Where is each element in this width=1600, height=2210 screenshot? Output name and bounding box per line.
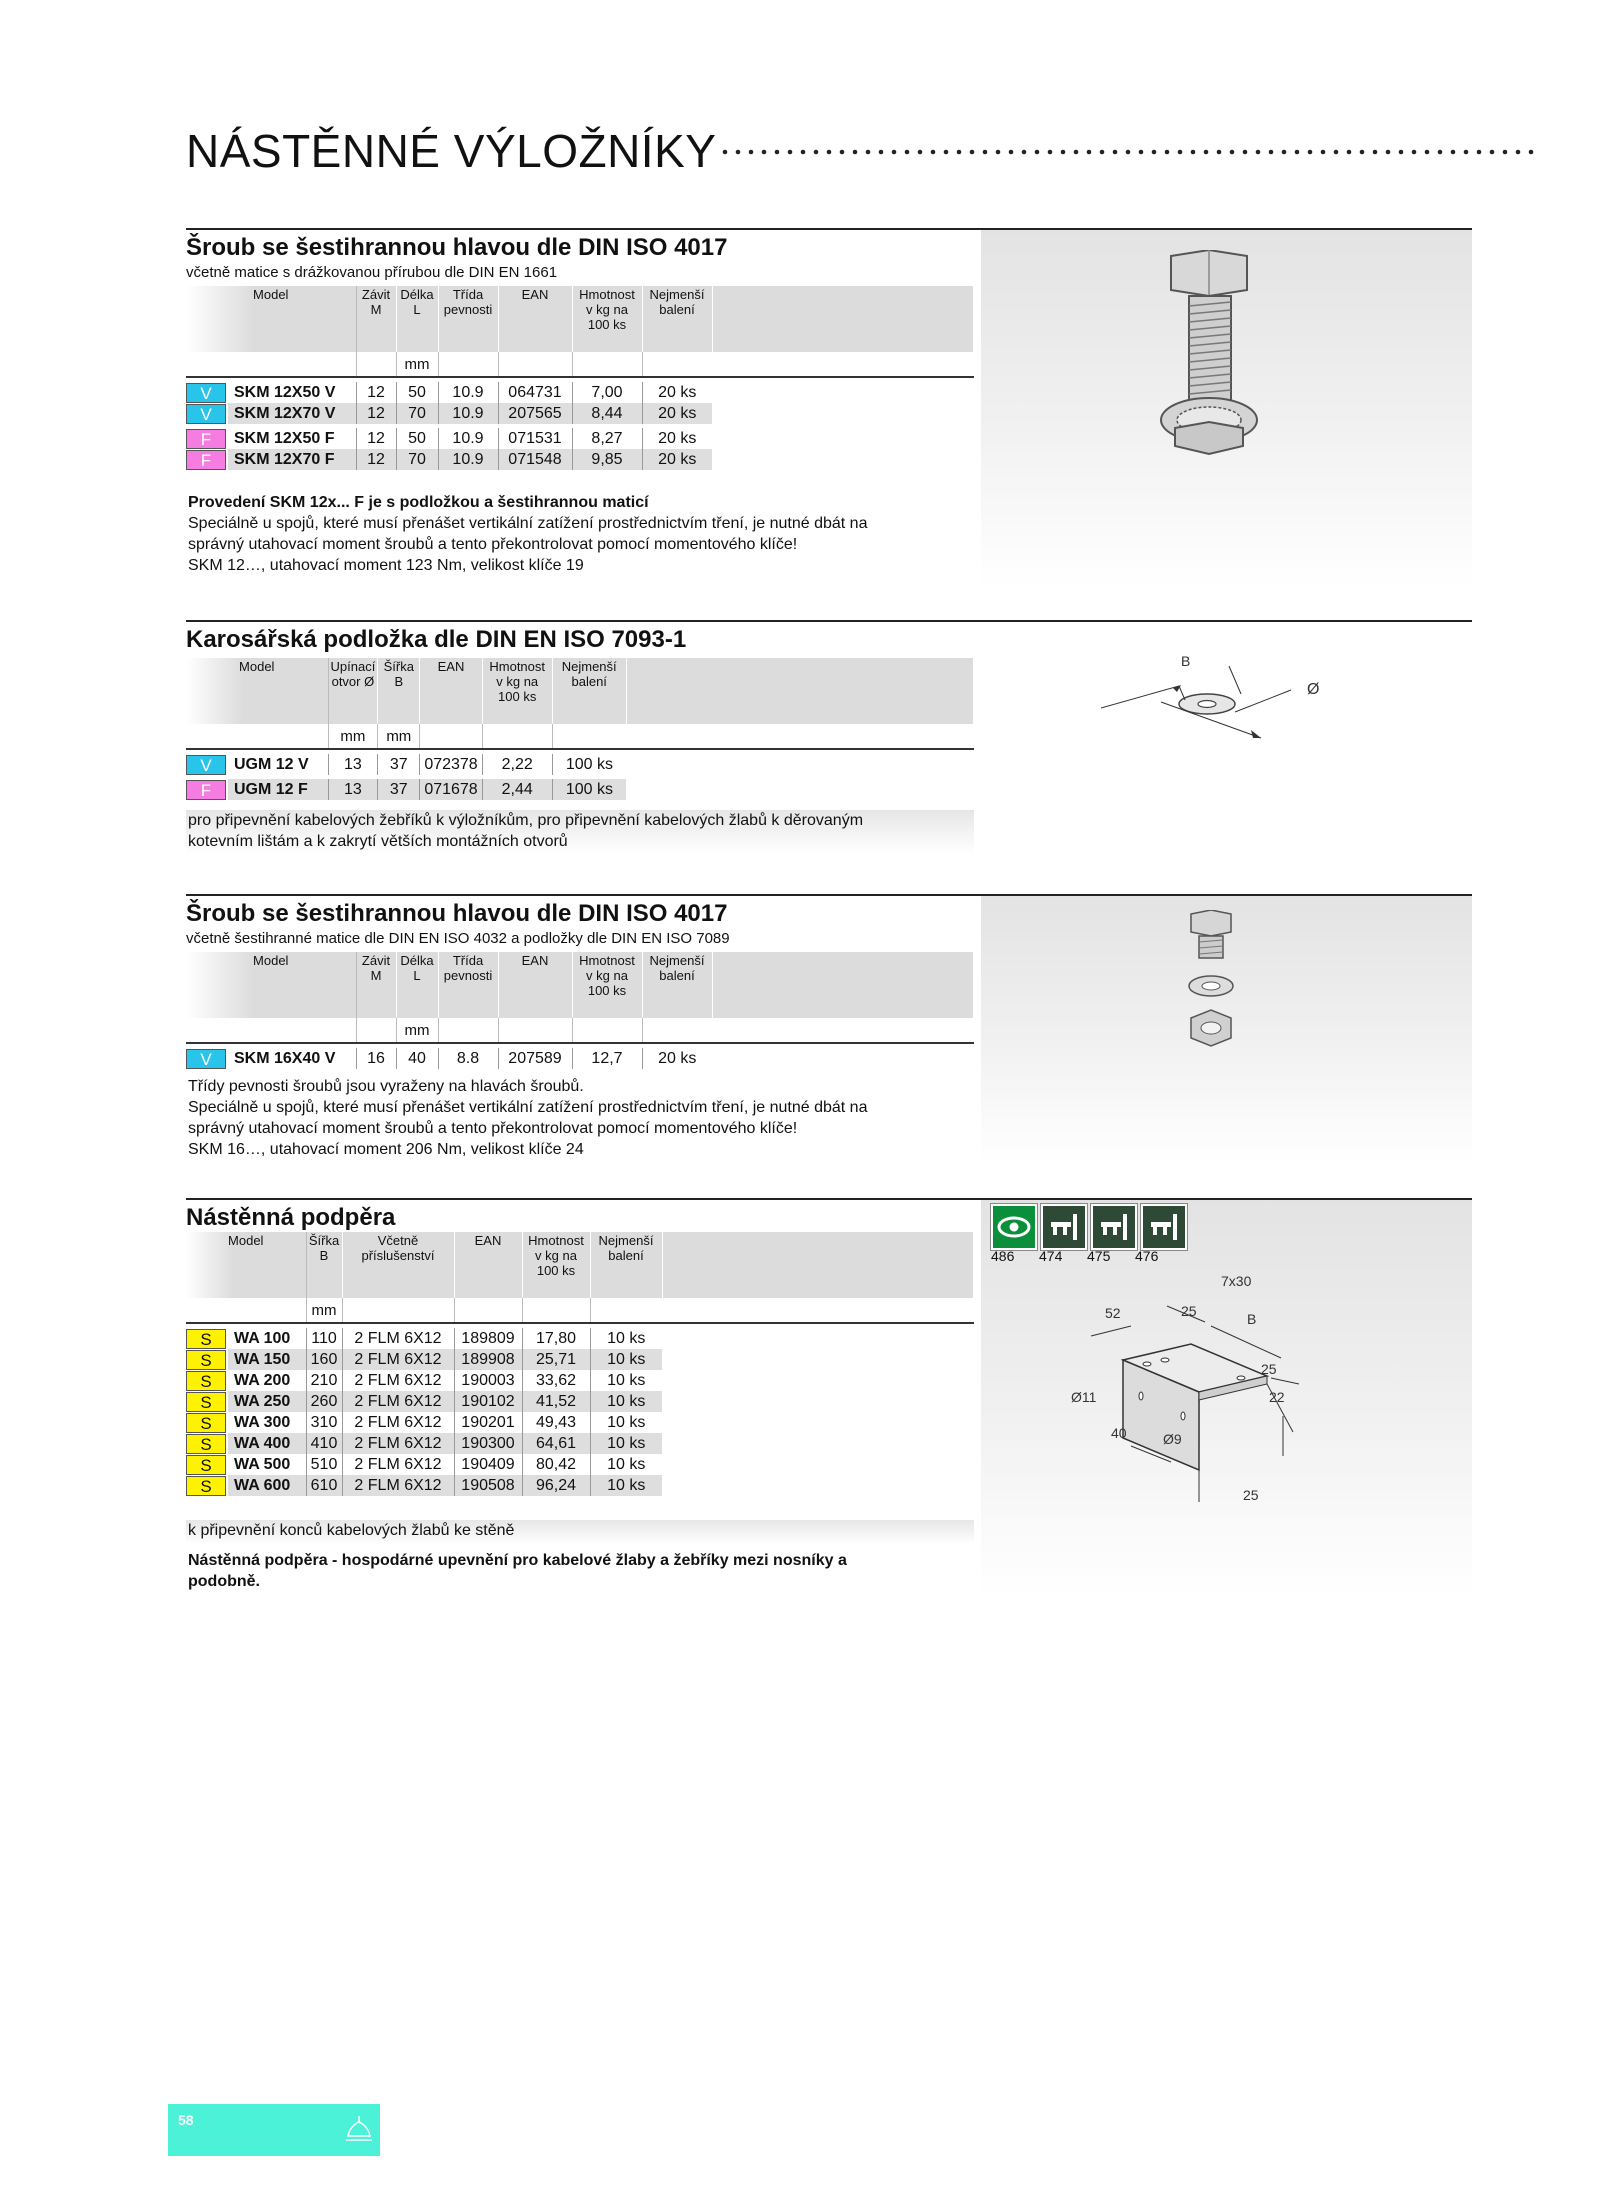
table-cell: 64,61: [522, 1433, 590, 1454]
note-line: správný utahovací moment šroubů a tento překontrolovat pomocí momentového klíče!: [188, 1120, 798, 1137]
bolt-washer-nut-image: [1171, 910, 1251, 1060]
model-cell: UGM 12 F: [228, 779, 328, 800]
table-cell: 2 FLM 6X12: [342, 1454, 454, 1475]
finish-badge: S: [186, 1371, 226, 1391]
table-cell: 9,85: [572, 449, 642, 470]
note-line: Speciálně u spojů, které musí přenášet vertikální zatížení prostřednictvím tření, je nutné dbát na: [188, 515, 868, 532]
col-header-width: Šířka B: [306, 1232, 342, 1298]
model-cell: WA 250: [228, 1391, 306, 1412]
finish-badge: S: [186, 1476, 226, 1496]
table-cell: 10.9: [438, 428, 498, 449]
note-line: SKM 12…, utahovací moment 123 Nm, velikost klíče 19: [188, 557, 584, 574]
product-image-panel: [981, 622, 1472, 854]
pictogram-number: 474: [1039, 1248, 1063, 1264]
table-cell: 2 FLM 6X12: [342, 1370, 454, 1391]
table-row: [186, 1349, 974, 1370]
table-cell: 40: [396, 1048, 438, 1069]
unit-cell: [498, 352, 572, 377]
note-line: kotevním lištám a k zakrytí větších montážních otvorů: [188, 833, 568, 850]
col-header-thread: Závit M: [356, 952, 396, 1018]
table-cell: 13: [328, 754, 378, 775]
model-cell: SKM 12X70 F: [228, 449, 356, 470]
table-cell: 10 ks: [607, 1455, 646, 1473]
dim-label: Ø9: [1163, 1431, 1182, 1447]
note-bold-line: Nástěnná podpěra - hospodárné upevnění pro kabelové žlaby a žebříky mezi nosníky a: [188, 1552, 847, 1569]
table-cell: 25,71: [522, 1349, 590, 1370]
table-cell: 2,22: [482, 754, 552, 775]
unit-cell: [572, 352, 642, 377]
finish-badge: S: [186, 1434, 226, 1454]
page-title: NÁSTĚNNÉ VÝLOŽNÍKY: [186, 125, 717, 177]
finish-badge: S: [186, 1413, 226, 1433]
pictogram-row: [991, 1204, 1187, 1250]
col-header-accessories: Včetně příslušenství: [342, 1232, 454, 1298]
table-cell: 7,00: [572, 382, 642, 403]
product-image-panel: [981, 1200, 1472, 1598]
section-title: Šroub se šestihrannou hlavou dle DIN ISO 4017: [186, 900, 728, 927]
table-cell: 10.9: [438, 403, 498, 424]
finish-badge: V: [186, 1049, 226, 1069]
unit-cell: [642, 1018, 712, 1043]
col-header-pack: Nejmenší balení: [642, 286, 712, 352]
finish-badge: S: [186, 1455, 226, 1475]
unit-cell: [454, 1298, 522, 1323]
unit-cell: [522, 1298, 590, 1323]
eye-pictogram-icon: [991, 1204, 1037, 1250]
section-skm-12: [186, 228, 1472, 588]
table-cell: 310: [306, 1412, 342, 1433]
table-cell: 410: [306, 1433, 342, 1454]
spec-table-wa: [186, 1232, 974, 1496]
section-title: Šroub se šestihrannou hlavou dle DIN ISO 4017: [186, 234, 728, 261]
table-cell: 10 ks: [590, 1391, 662, 1412]
model-cell: SKM 16X40 V: [228, 1048, 356, 1069]
table-row: [186, 1475, 974, 1496]
table-row: [186, 449, 974, 470]
col-header-model: Model: [186, 286, 356, 352]
finish-badge: S: [186, 1350, 226, 1370]
col-header-ean: EAN: [454, 1232, 522, 1298]
unit-cell: [186, 1298, 306, 1323]
unit-cell: mm: [328, 724, 378, 749]
table-cell: 510: [306, 1454, 342, 1475]
table-row: [186, 428, 974, 449]
table-cell: 20 ks: [658, 1049, 697, 1067]
table-cell: 207589: [498, 1048, 572, 1069]
unit-cell: [356, 1018, 396, 1043]
col-header-weight: Hmotnost v kg na 100 ks: [572, 952, 642, 1018]
finish-badge: V: [186, 404, 226, 424]
unit-cell: mm: [378, 724, 420, 749]
unit-cell: [186, 1018, 356, 1043]
col-header-weight: Hmotnost v kg na 100 ks: [482, 658, 552, 724]
table-row: [186, 1328, 974, 1349]
table-cell: 072378: [420, 754, 482, 775]
finish-badge: F: [186, 780, 226, 800]
dim-label-b: B: [1181, 653, 1191, 669]
table-cell: 10 ks: [590, 1349, 662, 1370]
spec-table-ugm-12: [186, 658, 974, 800]
table-cell: 190102: [454, 1391, 522, 1412]
section-wa: [186, 1198, 1472, 1598]
section-subtitle: včetně šestihranné matice dle DIN EN ISO 4032 a podložky dle DIN EN ISO 7089: [186, 930, 730, 947]
note-line: správný utahovací moment šroubů a tento překontrolovat pomocí momentového klíče!: [188, 536, 798, 553]
col-header-model: Model: [186, 658, 328, 724]
col-header-fill: [712, 952, 974, 1018]
mounting-pictogram-icon: [1091, 1204, 1137, 1250]
table-cell: 10 ks: [590, 1475, 662, 1496]
col-header-pack: Nejmenší balení: [552, 658, 626, 724]
section-title: Nástěnná podpěra: [186, 1204, 396, 1231]
table-cell: 16: [356, 1048, 396, 1069]
col-header-weight: Hmotnost v kg na 100 ks: [572, 286, 642, 352]
table-cell: 100 ks: [552, 779, 626, 800]
table-row: [186, 1048, 974, 1069]
model-cell: WA 300: [228, 1412, 306, 1433]
page-number: 58: [178, 2112, 194, 2128]
table-row: [186, 382, 974, 403]
section-skm-16: [186, 894, 1472, 1164]
pictogram-number: 476: [1135, 1248, 1159, 1264]
washer-dimension-drawing: [1101, 642, 1341, 752]
col-header-thread: Závit M: [356, 286, 396, 352]
table-cell: 12: [356, 403, 396, 424]
table-cell: 160: [306, 1349, 342, 1370]
table-cell: 37: [378, 779, 420, 800]
table-cell: 190201: [454, 1412, 522, 1433]
unit-cell: [420, 724, 482, 749]
unit-cell: [662, 1298, 974, 1323]
model-cell: WA 100: [228, 1328, 306, 1349]
unit-cell: [356, 352, 396, 377]
pictogram-numbers: [991, 1248, 1183, 1264]
mounting-pictogram-icon: [1141, 1204, 1187, 1250]
model-cell: UGM 12 V: [228, 754, 328, 775]
dim-label: Ø11: [1071, 1389, 1097, 1405]
unit-cell: [642, 352, 712, 377]
table-cell: 2 FLM 6X12: [342, 1412, 454, 1433]
table-cell: 12: [356, 449, 396, 470]
table-cell: 260: [306, 1391, 342, 1412]
hex-bolt-flange-nut-image: [1151, 250, 1271, 460]
unit-cell: [482, 724, 552, 749]
table-cell: 2 FLM 6X12: [342, 1391, 454, 1412]
col-header-class: Třída pevnosti: [438, 952, 498, 1018]
table-cell: 190003: [454, 1370, 522, 1391]
col-header-pack: Nejmenší balení: [642, 952, 712, 1018]
col-header-length: Délka L: [396, 952, 438, 1018]
table-cell: 41,52: [522, 1391, 590, 1412]
table-cell: 110: [306, 1328, 342, 1349]
section-title: Karosářská podložka dle DIN EN ISO 7093-1: [186, 626, 687, 653]
table-cell: 190508: [454, 1475, 522, 1496]
table-cell: 49,43: [522, 1412, 590, 1433]
table-row: [186, 1391, 974, 1412]
col-header-model: Model: [186, 952, 356, 1018]
table-cell: 071548: [498, 449, 572, 470]
table-row: [186, 779, 974, 800]
table-cell: 071678: [420, 779, 482, 800]
dim-label: 25: [1181, 1303, 1197, 1319]
model-cell: WA 400: [228, 1433, 306, 1454]
table-cell: 071531: [498, 428, 572, 449]
table-cell: 100 ks: [565, 755, 614, 773]
unit-cell: [186, 352, 356, 377]
table-cell: 20 ks: [642, 449, 712, 470]
unit-cell: [342, 1298, 454, 1323]
table-cell: 2 FLM 6X12: [342, 1349, 454, 1370]
table-cell: 12,7: [572, 1048, 642, 1069]
table-cell: 13: [328, 779, 378, 800]
table-cell: 70: [396, 449, 438, 470]
model-cell: WA 600: [228, 1475, 306, 1496]
unit-cell: mm: [396, 352, 438, 377]
unit-cell: [186, 724, 328, 749]
col-header-weight: Hmotnost v kg na 100 ks: [522, 1232, 590, 1298]
table-row: [186, 1433, 974, 1454]
note-line: pro připevnění kabelových žebříků k výložníkům, pro připevnění kabelových žlabů k děrovaným: [188, 812, 864, 829]
col-header-ean: EAN: [420, 658, 482, 724]
unit-cell: [712, 352, 974, 377]
finish-badge: V: [186, 755, 226, 775]
table-row: [186, 403, 974, 424]
col-header-hole: Upínací otvor Ø: [328, 658, 378, 724]
table-cell: 20 ks: [642, 403, 712, 424]
table-cell: 189809: [454, 1328, 522, 1349]
table-cell: 189908: [454, 1349, 522, 1370]
table-cell: 80,42: [522, 1454, 590, 1475]
brand-logo-icon: [344, 2114, 374, 2144]
dim-label: 22: [1269, 1389, 1285, 1405]
table-cell: 70: [396, 403, 438, 424]
dim-label: B: [1247, 1311, 1257, 1327]
product-image-panel: [981, 230, 1472, 588]
col-header-fill: [712, 286, 974, 352]
note-bold-line: podobně.: [188, 1573, 260, 1590]
col-header-width: Šířka B: [378, 658, 420, 724]
col-header-fill: [662, 1232, 974, 1298]
col-header-fill: [626, 658, 973, 724]
note-bold-line: Provedení SKM 12x... F je s podložkou a šestihrannou maticí: [188, 494, 649, 511]
product-image-panel: [981, 896, 1472, 1164]
table-cell: 610: [306, 1475, 342, 1496]
col-header-pack: Nejmenší balení: [590, 1232, 662, 1298]
dim-label: 7x30: [1221, 1273, 1252, 1289]
section-note: [188, 1076, 867, 1160]
col-header-ean: EAN: [498, 952, 572, 1018]
dim-label: 25: [1243, 1487, 1259, 1503]
table-cell: 2 FLM 6X12: [342, 1475, 454, 1496]
table-cell: 37: [378, 754, 420, 775]
note-line: Třídy pevnosti šroubů jsou vyraženy na hlavách šroubů.: [188, 1078, 584, 1095]
table-cell: 207565: [498, 403, 572, 424]
table-cell: 50: [396, 428, 438, 449]
table-row: [186, 1412, 974, 1433]
table-cell: 064731: [498, 382, 572, 403]
col-header-ean: EAN: [498, 286, 572, 352]
table-cell: 96,24: [522, 1475, 590, 1496]
table-cell: 8,44: [572, 403, 642, 424]
unit-cell: [552, 724, 626, 749]
table-cell: 12: [356, 382, 396, 403]
section-note-bar: [186, 1520, 974, 1544]
section-note: [188, 492, 867, 576]
mounting-pictogram-icon: [1041, 1204, 1087, 1250]
section-ugm-12: [186, 620, 1472, 854]
model-cell: WA 500: [228, 1454, 306, 1475]
finish-badge: F: [186, 450, 226, 470]
table-cell: 12: [356, 428, 396, 449]
table-cell: 8.8: [438, 1048, 498, 1069]
unit-cell: [712, 1018, 974, 1043]
col-header-class: Třída pevnosti: [438, 286, 498, 352]
table-cell: 50: [396, 382, 438, 403]
unit-cell: [438, 352, 498, 377]
table-cell: 10 ks: [607, 1329, 646, 1347]
pictogram-number: 475: [1087, 1248, 1111, 1264]
table-cell: 190300: [454, 1433, 522, 1454]
finish-badge: F: [186, 429, 226, 449]
model-cell: WA 200: [228, 1370, 306, 1391]
model-cell: SKM 12X70 V: [228, 403, 356, 424]
unit-cell: [438, 1018, 498, 1043]
dim-label-diameter: Ø: [1307, 681, 1320, 698]
page-number-tab: [168, 2104, 380, 2156]
finish-badge: V: [186, 383, 226, 403]
table-cell: 17,80: [522, 1328, 590, 1349]
title-dot-leader: [722, 140, 1538, 160]
table-row: [186, 1370, 974, 1391]
spec-table-skm-16: [186, 952, 974, 1069]
table-cell: 2 FLM 6X12: [342, 1328, 454, 1349]
section-subtitle: včetně matice s drážkovanou přírubou dle DIN EN 1661: [186, 264, 558, 281]
dim-label: 52: [1105, 1305, 1121, 1321]
table-cell: 10 ks: [607, 1413, 646, 1431]
table-cell: 10 ks: [607, 1371, 646, 1389]
table-cell: 20 ks: [658, 383, 697, 401]
table-row: [186, 754, 974, 775]
table-row: [186, 1454, 974, 1475]
note-line: Speciálně u spojů, které musí přenášet vertikální zatížení prostřednictvím tření, je nutné dbát na: [188, 1099, 868, 1116]
wall-bracket-dimension-drawing: [1071, 1266, 1331, 1526]
unit-cell: [572, 1018, 642, 1043]
model-cell: SKM 12X50 V: [228, 382, 356, 403]
model-cell: WA 150: [228, 1349, 306, 1370]
unit-cell: mm: [396, 1018, 438, 1043]
unit-cell: [498, 1018, 572, 1043]
table-cell: 10 ks: [590, 1433, 662, 1454]
dim-label: 25: [1261, 1361, 1277, 1377]
pictogram-number: 486: [991, 1248, 1015, 1264]
section-note: [188, 1550, 847, 1592]
table-cell: 210: [306, 1370, 342, 1391]
unit-cell: [626, 724, 973, 749]
unit-cell: [590, 1298, 662, 1323]
note-line: k připevnění konců kabelových žlabů ke stěně: [188, 1522, 515, 1539]
finish-badge: S: [186, 1392, 226, 1412]
finish-badge: S: [186, 1329, 226, 1349]
spec-table-skm-12: [186, 286, 974, 470]
table-cell: 20 ks: [658, 429, 697, 447]
section-note: [186, 810, 974, 854]
dim-label: 40: [1111, 1425, 1127, 1441]
model-cell: SKM 12X50 F: [228, 428, 356, 449]
col-header-length: Délka L: [396, 286, 438, 352]
table-cell: 2,44: [482, 779, 552, 800]
col-header-model: Model: [186, 1232, 306, 1298]
note-line: SKM 16…, utahovací moment 206 Nm, velikost klíče 24: [188, 1141, 584, 1158]
table-cell: 10.9: [438, 449, 498, 470]
table-cell: 33,62: [522, 1370, 590, 1391]
table-cell: 2 FLM 6X12: [342, 1433, 454, 1454]
unit-cell: mm: [306, 1298, 342, 1323]
table-cell: 10.9: [438, 382, 498, 403]
table-cell: 190409: [454, 1454, 522, 1475]
table-cell: 8,27: [572, 428, 642, 449]
